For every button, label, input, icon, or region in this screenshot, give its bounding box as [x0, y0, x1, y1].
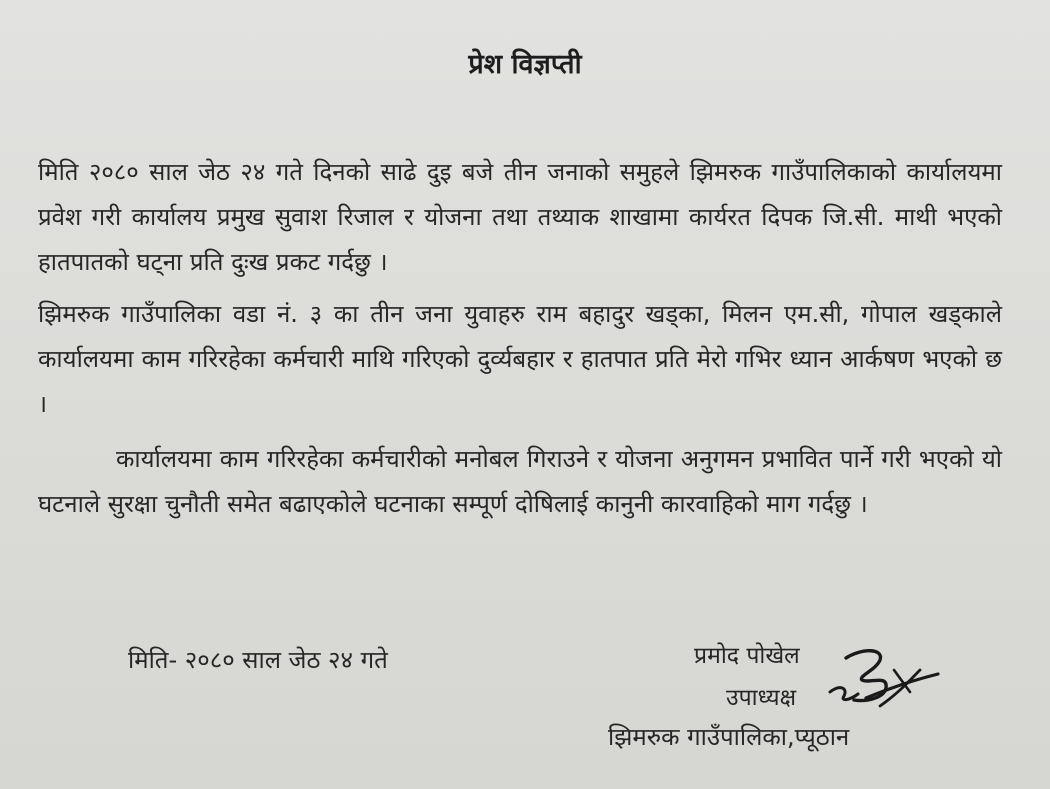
paragraph-demand: कार्यालयमा काम गरिरहेका कर्मचारीको मनोबल गिराउने र योजना अनुगमन प्रभावित पार्ने गरी भएको यो घटनाले सुरक्षा चुनौती समेत बढाएकोले घटनाका सम्पूर्ण दोषिलाई कानुनी कारवाहिको माग गर्दछु । — [38, 445, 1002, 518]
paragraph-accused: झिमरुक गाउँपालिका वडा नं. ३ का तीन जना युवाहरु राम बहादुर खड्का, मिलन एम.सी, गोपाल खड्काले कार्यालयमा काम गरिरहेका कर्मचारी माथि गरिएको दुर्व्यबहार र हातपात प्रति मेरो गभिर ध्यान आर्कषण भएको छ । — [38, 300, 1002, 418]
signatory-name: प्रमोद पोखेल — [694, 643, 800, 669]
date-line: मिति- २०८० साल जेठ २४ गते — [128, 646, 388, 674]
handwritten-signature-icon — [810, 640, 950, 720]
signatory-designation: उपाध्यक्ष — [726, 685, 797, 711]
signatory-office: झिमरुक गाउँपालिका,प्यूठान — [608, 723, 850, 751]
document-title: प्रेश विज्ञप्ती — [468, 49, 582, 80]
paragraph-incident: मिति २०८० साल जेठ २४ गते दिनको साढे दुइ बजे तीन जनाको समुहले झिमरुक गाउँपालिकाको कार्यालयमा प्रवेश गरी कार्यालय प्रमुख सुवाश रिजाल र योजना तथा तथ्याक शाखामा कार्यरत दिपक जि.सी. माथी भएको हातपातको घट्ना प्रति दुःख प्रकट गर्दछु । — [38, 158, 1002, 276]
